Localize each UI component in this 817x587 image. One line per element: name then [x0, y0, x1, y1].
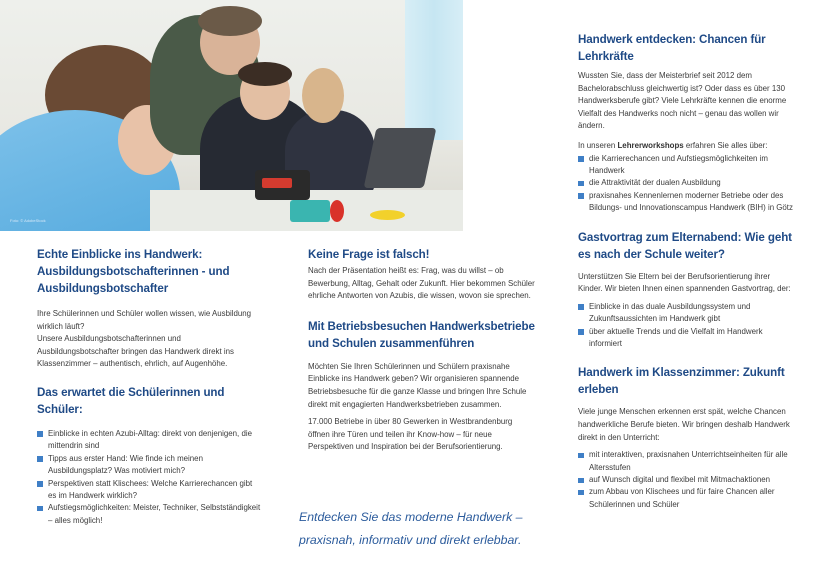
- bullet-square-icon: [578, 329, 584, 335]
- bullet-square-icon: [578, 181, 584, 187]
- paragraph-gastvortrag: Unterstützen Sie Eltern bei der Berufsorientierung ihrer Kinder. Wir bieten Ihnen einen spannenden Gastvortrag, der:: [578, 271, 791, 294]
- list-item: Einblicke in echten Azubi-Alltag: direkt von denjenigen, die mittendrin sind: [37, 428, 262, 453]
- paragraph-keine-frage: Nach der Präsentation heißt es: Frag, was du willst – ob Bewerbung, Alltag, Gehalt oder Zukunft. Hier bekommen Schüler ehrliche Antworten von Azubis, die wissen, wovon sie sprechen.: [308, 266, 535, 301]
- list-item: Tipps aus erster Hand: Wie finde ich meinen Ausbildungsplatz? Was motiviert mich?: [37, 453, 262, 478]
- column-lehrkraefte: [578, 31, 796, 511]
- bullet-square-icon: [578, 490, 584, 496]
- bullet-square-icon: [578, 156, 584, 162]
- list-item: zum Abbau von Klischees und für faire Chancen aller Schülerinnen und Schüler: [578, 486, 796, 511]
- kit-red-cable: [330, 200, 344, 222]
- kit-teal-box: [290, 200, 330, 222]
- person-boy-center-hair: [238, 62, 292, 86]
- list-item: Einblicke in das duale Ausbildungssystem und Zukunftsaussichten im Handwerk gibt: [578, 301, 796, 326]
- bullet-square-icon: [578, 304, 584, 310]
- heading-handwerk-entdecken: Handwerk entdecken: Chancen für Lehrkräfte: [578, 33, 766, 63]
- list-item: mit interaktiven, praxisnahen Unterrichtseinheiten für alle Altersstufen: [578, 449, 796, 474]
- bullet-square-icon: [578, 478, 584, 484]
- kit-yellow-cable: [370, 210, 405, 220]
- kit-red-part: [262, 178, 292, 188]
- paragraph-intro: Ihre Schülerinnen und Schüler wollen wissen, wie Ausbildung wirklich läuft?: [37, 309, 252, 331]
- bullet-square-icon: [37, 456, 43, 462]
- heading-das-erwartet: Das erwartet die Schülerinnen und Schüler:: [37, 385, 225, 416]
- list-workshop-themen: [578, 153, 796, 215]
- list-erwartungen: [37, 428, 262, 527]
- tagline-line-1: Entdecken Sie das moderne Handwerk –: [299, 510, 523, 524]
- list-item: praxisnahes Kennenlernen moderner Betriebe oder des Bildungs- und Innovationscampus Handwerk (BIH) in Götz: [578, 190, 796, 215]
- list-item: Aufstiegsmöglichkeiten: Meister, Techniker, Selbstständigkeit – alles möglich!: [37, 502, 262, 527]
- list-item: die Attraktivität der dualen Ausbildung: [578, 177, 796, 189]
- heading-gastvortrag: Gastvortrag zum Elternabend: Wie geht es nach der Schule weiter?: [578, 230, 792, 261]
- window-blinds: [405, 0, 463, 140]
- person-boy-green-hair: [198, 6, 262, 36]
- heading-klassenzimmer: Handwerk im Klassenzimmer: Zukunft erleben: [578, 366, 785, 397]
- list-item: die Karrierechancen und Aufstiegsmöglichkeiten im Handwerk: [578, 153, 796, 178]
- photo-credit: Foto: © AdobeStock: [10, 218, 46, 223]
- heading-echte-einblicke: Echte Einblicke ins Handwerk: Ausbildungsbotschafterinnen - und Ausbildungsbotschafter: [37, 248, 230, 295]
- column-ausbildungsbotschafter: [37, 246, 262, 527]
- paragraph-lehrerworkshops: In unseren Lehrerworkshops erfahren Sie alles über:: [578, 140, 768, 150]
- tagline-line-2: praxisnah, informativ und direkt erlebbar.: [299, 533, 522, 547]
- laptop: [364, 128, 437, 188]
- list-item: auf Wunsch digital und flexibel mit Mitmachaktionen: [578, 474, 796, 486]
- paragraph-betriebsbesuche: Möchten Sie Ihren Schülerinnen und Schülern praxisnahe Einblicke ins Handwerk geben? Wir organisieren spannende Betriebsbesuche für die ganze Klasse und bringen Ihre Schule direkt mit engagierten Handwerksbetrieben zusammen.: [308, 361, 527, 409]
- list-item: über aktuelle Trends und die Vielfalt im Handwerk informiert: [578, 326, 796, 351]
- paragraph-botschafter: Unsere Ausbildungsbotschafterinnen und Ausbildungsbotschafter bringen das Handwerk direkt ins Klassenzimmer – authentisch, ehrlich, auf Augenhöhe.: [37, 334, 234, 369]
- hero-photo: [0, 0, 463, 231]
- list-klassenzimmer: [578, 449, 796, 511]
- paragraph-meisterbrief: Wussten Sie, dass der Meisterbrief seit 2012 dem Bachelorabschluss gleichwertig ist? Oder dass es über 130 Handwerksberufe gibt? Viele Lehrkräfte kennen die enorme Vielfalt des Handwerks noch nicht – genau das wollen wir ändern.: [578, 71, 787, 131]
- paragraph-17000-betriebe: 17.000 Betriebe in über 80 Gewerken in Westbrandenburg öffnen ihre Türen und teilen ihr Know-how – für neue Perspektiven und Inspiration bei der Berufsorientierung.: [308, 417, 513, 452]
- paragraph-klassenzimmer: Viele junge Menschen erkennen erst spät, welche Chancen handwerkliche Berufe bieten. Wir bringen deshalb Handwerk direkt in den Unterricht:: [578, 407, 790, 442]
- person-girl-right-head: [302, 68, 344, 123]
- heading-keine-frage: Keine Frage ist falsch!: [308, 248, 430, 261]
- column-betriebsbesuche: [308, 246, 536, 454]
- bullet-square-icon: [37, 431, 43, 437]
- list-gastvortrag: [578, 301, 796, 351]
- list-item: Perspektiven statt Klischees: Welche Karrierechancen gibt es im Handwerk wirklich?: [37, 478, 262, 503]
- keyword-lehrerworkshops: Lehrerworkshops: [617, 140, 684, 150]
- heading-betriebsbesuche: Mit Betriebsbesuchen Handwerksbetriebe und Schulen zusammenführen: [308, 319, 535, 350]
- bullet-square-icon: [578, 453, 584, 459]
- bullet-square-icon: [37, 506, 43, 512]
- tagline: [299, 506, 559, 552]
- bullet-square-icon: [37, 481, 43, 487]
- bullet-square-icon: [578, 193, 584, 199]
